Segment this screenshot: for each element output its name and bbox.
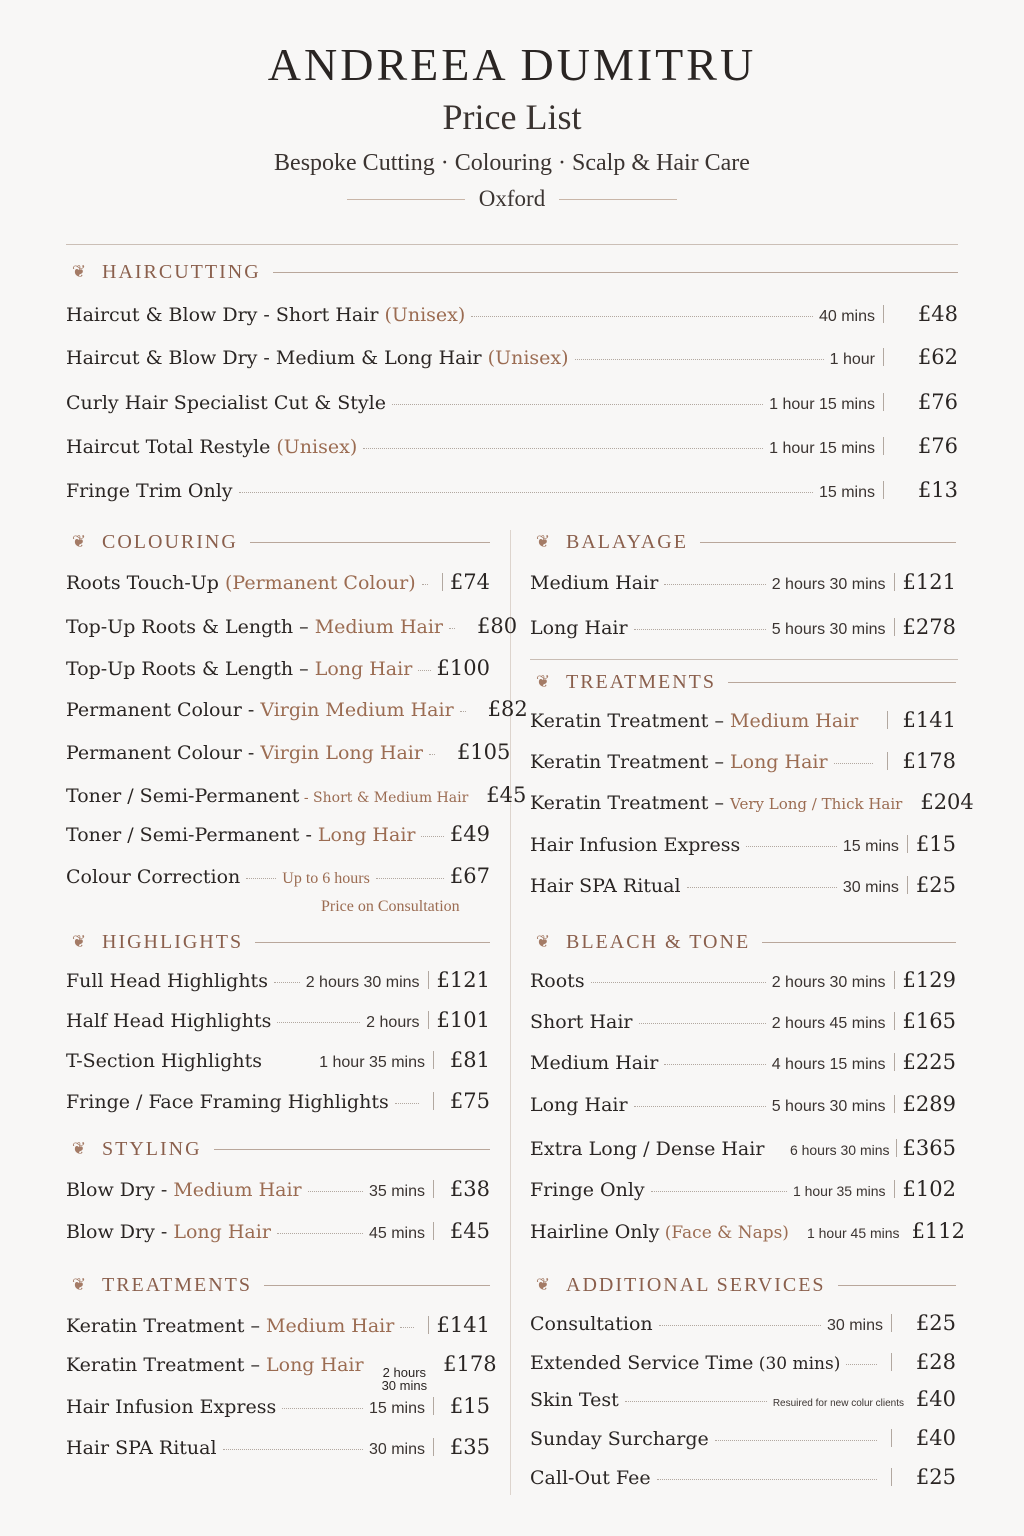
- separator: [894, 1012, 895, 1030]
- section-treatments-left: [66, 1273, 497, 1473]
- leader-dots: [715, 1440, 877, 1441]
- separator: [891, 1314, 892, 1332]
- leader-dots: [746, 846, 837, 847]
- price-row: [530, 1136, 956, 1160]
- price: £49: [449, 822, 490, 846]
- separator: [894, 618, 895, 636]
- price: £80: [477, 614, 518, 638]
- leader-dots: [277, 1022, 360, 1023]
- duration: 5 hours 30 mins: [771, 621, 886, 638]
- leader-dots: [363, 448, 763, 449]
- price-row: [530, 1050, 956, 1074]
- separator: [883, 348, 884, 366]
- price: £62: [917, 345, 958, 369]
- price: £289: [902, 1092, 956, 1116]
- service-name: Consultation: [530, 1313, 653, 1335]
- divider: [559, 199, 677, 200]
- separator: [891, 1353, 892, 1371]
- leader-dots: [392, 404, 763, 405]
- separator: [907, 835, 908, 853]
- duration: 2 hours 30 mins: [771, 576, 886, 593]
- leader-dots: [246, 878, 276, 879]
- separator: [894, 971, 895, 989]
- price: £35: [449, 1435, 490, 1459]
- divider: [347, 199, 465, 200]
- price: £141: [902, 708, 956, 732]
- section-header: [66, 1273, 490, 1297]
- floral-ornament-icon: ❦: [535, 532, 551, 552]
- price-row: [530, 1177, 956, 1201]
- price-row: [66, 345, 958, 369]
- separator: [428, 1316, 429, 1334]
- price: £75: [449, 1089, 490, 1113]
- price-row: [66, 1008, 490, 1032]
- leader-dots: [634, 629, 766, 630]
- price-row: [530, 749, 956, 773]
- service-name: Permanent Colour - Virgin Long Hair: [66, 742, 423, 764]
- separator: [883, 437, 884, 455]
- price: £76: [917, 390, 958, 414]
- service-name: Keratin Treatment – Long Hair: [530, 751, 828, 773]
- price: £100: [436, 656, 490, 680]
- section-title: ADDITIONAL SERVICES: [566, 1273, 826, 1296]
- separator: [428, 1011, 429, 1029]
- price-row: [530, 790, 974, 814]
- leader-dots: [282, 1408, 363, 1409]
- price-row: [66, 1219, 490, 1243]
- service-name: Keratin Treatment – Long Hair: [66, 1354, 364, 1376]
- section-colouring: [66, 530, 528, 920]
- section-header: [530, 930, 956, 954]
- service-name: Haircut & Blow Dry - Short Hair (Unisex): [66, 304, 466, 326]
- city-row: [0, 186, 1024, 212]
- divider: [728, 682, 956, 683]
- leader-dots: [651, 1191, 787, 1192]
- separator: [883, 305, 884, 323]
- service-name: T-Section Highlights: [66, 1050, 262, 1072]
- section-header: [530, 1273, 956, 1297]
- leader-dots: [239, 492, 813, 493]
- price-row: [530, 968, 956, 992]
- service-name: Fringe / Face Framing Highlights: [66, 1091, 389, 1113]
- price-row: [66, 656, 490, 680]
- leader-dots: [223, 1449, 363, 1450]
- leader-dots: [846, 1364, 877, 1365]
- service-name: Fringe Trim Only: [66, 480, 233, 502]
- duration: 1 hour 15 mins: [769, 396, 875, 413]
- service-name: Top-Up Roots & Length – Medium Hair: [66, 616, 444, 638]
- price-row: [530, 832, 956, 856]
- duration: 1 hour 35 mins: [319, 1054, 425, 1071]
- duration: 1 hour: [829, 351, 875, 368]
- duration: 2 hours 30 mins: [381, 1365, 428, 1393]
- divider: [700, 542, 956, 543]
- duration: 4 hours 15 mins: [771, 1056, 886, 1073]
- leader-dots: [664, 584, 765, 585]
- leader-dots: [664, 1064, 765, 1065]
- section-divider: [530, 659, 958, 660]
- duration: 45 mins: [368, 1225, 425, 1242]
- service-name: Toner / Semi-Permanent - Short & Medium Hair: [66, 785, 469, 807]
- separator: [894, 573, 895, 591]
- divider: [264, 1285, 490, 1286]
- section-highlights: [66, 930, 490, 1120]
- separator: [433, 1438, 434, 1456]
- service-name: Colour Correction: [66, 866, 241, 888]
- floral-ornament-icon: ❦: [71, 262, 87, 282]
- service-name: Hairline Only (Face & Naps): [530, 1221, 789, 1243]
- service-name: Hair Infusion Express: [530, 834, 741, 856]
- separator: [433, 1222, 434, 1240]
- price-row: [66, 390, 958, 414]
- price-row: [530, 570, 956, 594]
- price-row: [66, 1435, 490, 1459]
- separator: [896, 1139, 897, 1157]
- separator: [433, 1092, 434, 1110]
- leader-dots: [421, 836, 443, 837]
- price: £40: [915, 1426, 956, 1450]
- leader-dots: [460, 711, 466, 712]
- price: £81: [449, 1048, 490, 1072]
- separator: [883, 481, 884, 499]
- price: £178: [443, 1352, 497, 1376]
- section-title: BLEACH & TONE: [566, 930, 751, 953]
- service-name: Extra Long / Dense Hair: [530, 1138, 765, 1160]
- service-name: Medium Hair: [530, 572, 659, 594]
- service-name: Haircut & Blow Dry - Medium & Long Hair (Unisex): [66, 347, 569, 369]
- leader-dots: [308, 1191, 363, 1192]
- price-row: [530, 1092, 956, 1116]
- service-name: Curly Hair Specialist Cut & Style: [66, 392, 386, 414]
- section-bleach-tone: [530, 930, 966, 1250]
- floral-ornament-icon: ❦: [535, 672, 551, 692]
- duration: 1 hour 45 mins: [806, 1225, 900, 1241]
- duration: 30 mins: [842, 879, 899, 896]
- price-row: [530, 615, 956, 639]
- service-name: Haircut Total Restyle (Unisex): [66, 436, 358, 458]
- price: £25: [915, 1465, 956, 1489]
- price: £102: [902, 1177, 956, 1201]
- column-divider: [510, 530, 511, 1495]
- separator: [907, 876, 908, 894]
- leader-dots: [277, 1233, 363, 1234]
- price-row: [66, 614, 518, 638]
- service-name: Keratin Treatment – Very Long / Thick Hair: [530, 792, 903, 814]
- price: £101: [436, 1008, 490, 1032]
- leader-dots: [575, 359, 824, 360]
- separator: [433, 1397, 434, 1415]
- price: £25: [915, 873, 956, 897]
- divider: [273, 272, 958, 273]
- price-row: [530, 1465, 956, 1489]
- price: £112: [911, 1219, 966, 1243]
- separator: [894, 1095, 895, 1113]
- service-name: Sunday Surcharge: [530, 1428, 709, 1450]
- section-title: TREATMENTS: [566, 670, 716, 693]
- duration: 30 mins: [368, 1441, 425, 1458]
- service-name: Fringe Only: [530, 1179, 645, 1201]
- price-row: [66, 478, 958, 502]
- price-row: [66, 570, 490, 594]
- price: £67: [449, 864, 490, 888]
- section-balayage: [530, 530, 956, 645]
- separator: [894, 1180, 895, 1198]
- price: £82: [487, 697, 528, 721]
- separator: [883, 393, 884, 411]
- section-title: HIGHLIGHTS: [102, 930, 244, 953]
- leader-dots: [418, 670, 430, 671]
- price: £76: [917, 434, 958, 458]
- price-row: [530, 1387, 956, 1411]
- leader-dots: [639, 1023, 766, 1024]
- brand-name: ANDREEA DUMITRU: [267, 39, 757, 90]
- leader-dots: [634, 1106, 766, 1107]
- price: £204: [920, 790, 974, 814]
- price-row: [530, 1009, 956, 1033]
- price: £225: [902, 1050, 956, 1074]
- service-name: Permanent Colour - Virgin Medium Hair: [66, 699, 454, 721]
- section-title: STYLING: [102, 1137, 202, 1160]
- section-title: COLOURING: [102, 530, 238, 553]
- service-name: Hair SPA Ritual: [530, 875, 681, 897]
- duration: 15 mins: [842, 838, 899, 855]
- service-name: Keratin Treatment – Medium Hair: [530, 710, 859, 732]
- leader-dots: [376, 878, 444, 879]
- floral-ornament-icon: ❦: [535, 1275, 551, 1295]
- section-haircutting: [66, 260, 958, 505]
- section-styling: [66, 1137, 490, 1247]
- service-name: Roots Touch-Up (Permanent Colour): [66, 572, 416, 594]
- section-header: [530, 670, 956, 694]
- price: £121: [902, 570, 956, 594]
- divider: [838, 1285, 956, 1286]
- price: £178: [902, 749, 956, 773]
- price: £15: [449, 1394, 490, 1418]
- service-name: Full Head Highlights: [66, 970, 268, 992]
- floral-ornament-icon: ❦: [71, 932, 87, 952]
- divider: [255, 942, 490, 943]
- service-name: Short Hair: [530, 1011, 633, 1033]
- price-row: [66, 1177, 490, 1201]
- duration: 15 mins: [818, 484, 875, 501]
- duration: 2 hours 30 mins: [305, 974, 420, 991]
- section-title: TREATMENTS: [102, 1273, 252, 1296]
- service-name: Keratin Treatment – Medium Hair: [66, 1315, 395, 1337]
- section-title: HAIRCUTTING: [102, 260, 261, 283]
- floral-ornament-icon: ❦: [71, 1275, 87, 1295]
- divider: [762, 942, 956, 943]
- leader-dots: [471, 316, 813, 317]
- price-row: [530, 1426, 956, 1450]
- price-row: [530, 1350, 956, 1374]
- price: £38: [449, 1177, 490, 1201]
- leader-dots: [687, 887, 837, 888]
- price: £121: [436, 968, 490, 992]
- service-name: Blow Dry - Medium Hair: [66, 1179, 302, 1201]
- floral-ornament-icon: ❦: [535, 932, 551, 952]
- floral-ornament-icon: ❦: [71, 532, 87, 552]
- price-row: [66, 1352, 497, 1393]
- duration: 6 hours 30 mins: [789, 1142, 890, 1158]
- separator: [887, 752, 888, 770]
- price: £278: [902, 615, 956, 639]
- leader-dots: [591, 982, 766, 983]
- price-row: [66, 864, 490, 888]
- separator: [891, 1429, 892, 1447]
- header-divider: [66, 244, 958, 245]
- separator: [887, 711, 888, 729]
- section-header: [66, 930, 490, 954]
- section-header: [66, 530, 490, 554]
- tagline: Bespoke Cutting · Colouring · Scalp & Hair Care: [274, 150, 750, 176]
- price: £141: [436, 1313, 490, 1337]
- page-subtitle: Price List: [442, 97, 582, 137]
- price: £45: [486, 783, 527, 807]
- duration: 1 hour 35 mins: [792, 1183, 886, 1199]
- price: £129: [902, 968, 956, 992]
- price-row: [530, 1311, 956, 1335]
- leader-dots: [659, 1325, 821, 1326]
- price: £28: [915, 1350, 956, 1374]
- duration: 15 mins: [368, 1400, 425, 1417]
- duration: 30 mins: [826, 1317, 883, 1334]
- duration: 5 hours 30 mins: [771, 1098, 886, 1115]
- price: £48: [917, 302, 958, 326]
- service-name: Medium Hair: [530, 1052, 659, 1074]
- service-name: Skin Test: [530, 1389, 619, 1411]
- leader-dots: [625, 1401, 767, 1402]
- skin-test-note: Resuired for new colur clients: [772, 1398, 904, 1409]
- divider: [250, 542, 490, 543]
- separator: [433, 1180, 434, 1198]
- section-header: [66, 1137, 490, 1161]
- separator: [891, 1468, 892, 1486]
- section-additional-services: [530, 1273, 956, 1493]
- duration: 1 hour 15 mins: [769, 440, 875, 457]
- service-name: Hair Infusion Express: [66, 1396, 277, 1418]
- service-name: Extended Service Time (30 mins): [530, 1352, 841, 1374]
- service-name: Top-Up Roots & Length – Long Hair: [66, 658, 413, 680]
- price-row: [66, 783, 527, 807]
- price: £365: [902, 1136, 956, 1160]
- duration: 2 hours 45 mins: [771, 1015, 886, 1032]
- price: £13: [917, 478, 958, 502]
- separator: [894, 1053, 895, 1071]
- duration: 2 hours: [366, 1014, 420, 1031]
- duration: 40 mins: [818, 308, 875, 325]
- price-row: [530, 708, 956, 732]
- separator: [433, 1051, 434, 1069]
- service-name: Half Head Highlights: [66, 1010, 272, 1032]
- floral-ornament-icon: ❦: [71, 1139, 87, 1159]
- price-row: [66, 968, 490, 992]
- divider: [214, 1149, 490, 1150]
- leader-dots: [429, 754, 435, 755]
- duration: Up to 6 hours: [282, 870, 370, 887]
- price-row: [66, 697, 528, 721]
- leader-dots: [422, 584, 428, 585]
- consultation-note: Price on Consultation: [321, 898, 460, 915]
- leader-dots: [657, 1479, 877, 1480]
- service-name: Toner / Semi-Permanent - Long Hair: [66, 824, 416, 846]
- price: £45: [449, 1219, 490, 1243]
- section-title: BALAYAGE: [566, 530, 688, 553]
- leader-dots: [834, 763, 873, 764]
- price-row: [66, 1089, 490, 1113]
- price-row: [66, 740, 511, 764]
- separator: [428, 971, 429, 989]
- service-name: Blow Dry - Long Hair: [66, 1221, 271, 1243]
- leader-dots: [449, 628, 455, 629]
- price-row: [66, 302, 958, 326]
- price-row: [66, 434, 958, 458]
- price: £40: [915, 1387, 956, 1411]
- city: Oxford: [478, 186, 546, 211]
- price-row: [530, 873, 956, 897]
- leader-dots: [400, 1327, 413, 1328]
- section-header: [66, 260, 958, 284]
- price-row: [66, 822, 490, 846]
- service-name: Roots: [530, 970, 585, 992]
- section-header: [530, 530, 956, 554]
- price: £165: [902, 1009, 956, 1033]
- price-row: [66, 1048, 490, 1072]
- price-row: [66, 1313, 490, 1337]
- leader-dots: [274, 982, 300, 983]
- price-row: [66, 1394, 490, 1418]
- section-treatments-right: [530, 670, 974, 900]
- duration: 35 mins: [368, 1183, 425, 1200]
- duration: 2 hours 30 mins: [771, 974, 886, 991]
- price: £74: [449, 570, 490, 594]
- service-name: Long Hair: [530, 1094, 628, 1116]
- price: £25: [915, 1311, 956, 1335]
- service-name: Long Hair: [530, 617, 628, 639]
- price-row: [530, 1219, 966, 1243]
- price: £15: [915, 832, 956, 856]
- service-name: Hair SPA Ritual: [66, 1437, 217, 1459]
- leader-dots: [395, 1103, 419, 1104]
- price: £105: [456, 740, 511, 764]
- service-name: Call-Out Fee: [530, 1467, 651, 1489]
